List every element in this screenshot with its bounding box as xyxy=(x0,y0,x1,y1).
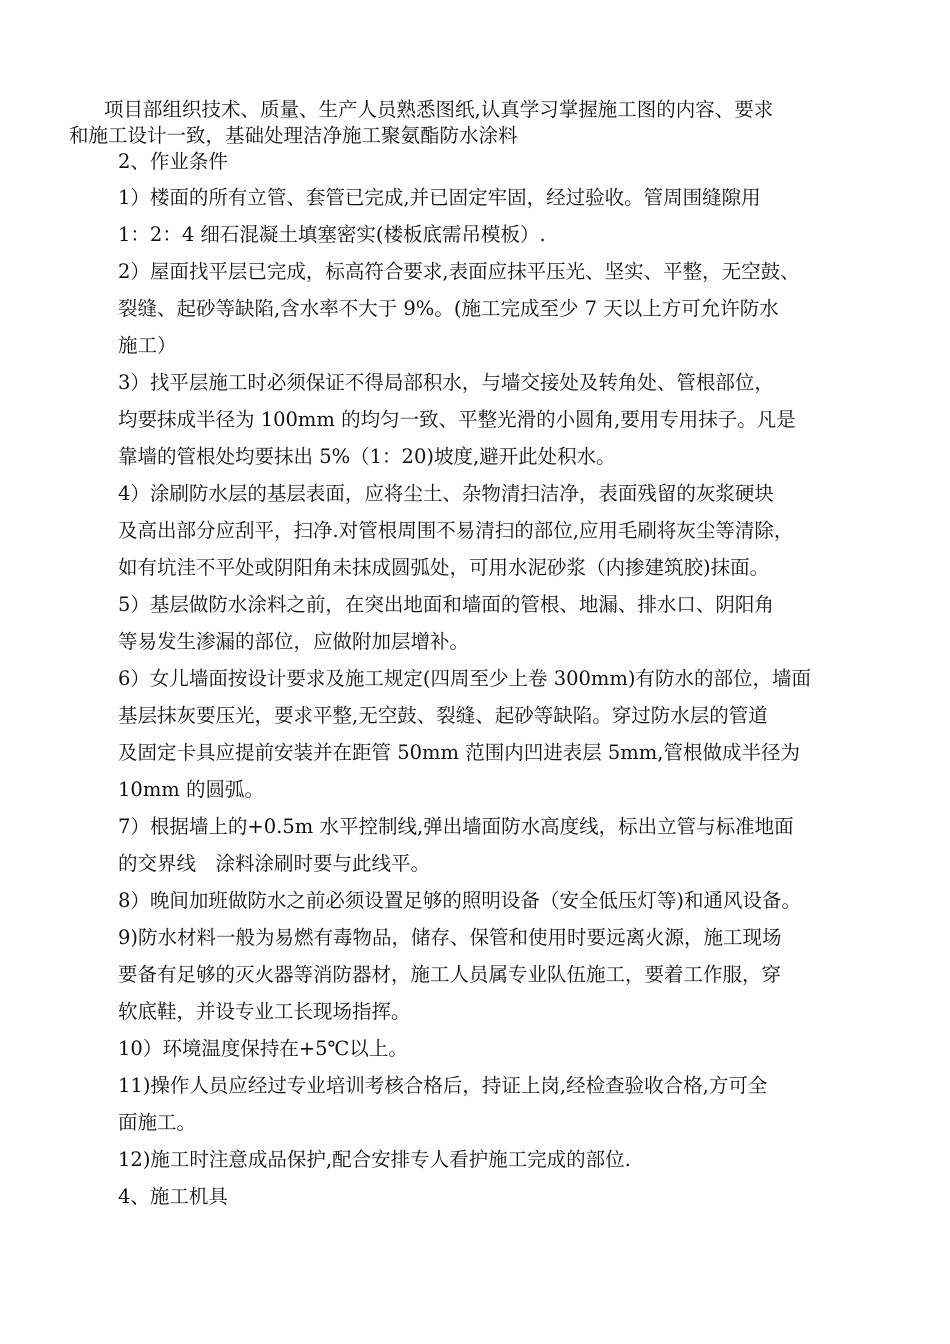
body-line: 12)施工时注意成品保护,配合安排专人看护施工完成的部位. xyxy=(118,1148,631,1171)
intro-line-2: 和施工设计一致，基础处理洁净施工聚氨酯防水涂料 xyxy=(69,124,518,147)
body-line: 3）找平层施工时必须保证不得局部积水，与墙交接处及转角处、管根部位， xyxy=(118,371,774,394)
section-heading-work-conditions: 2、作业条件 xyxy=(118,150,228,173)
body-line: 均要抹成半径为 100mm 的均匀一致、平整光滑的小圆角,要用专用抹子。凡是 xyxy=(118,408,796,431)
body-line: 裂缝、起砂等缺陷,含水率不大于 9%。(施工完成至少 7 天以上方可允许防水 xyxy=(118,297,779,320)
body-line: 10mm 的圆弧。 xyxy=(118,778,264,801)
body-line: 8）晚间加班做防水之前必须设置足够的照明设备（安全低压灯等)和通风设备。 xyxy=(118,889,802,912)
body-line: 及高出部分应刮平，扫净.对管根周围不易清扫的部位,应用毛刷将灰尘等清除， xyxy=(118,519,794,542)
body-line: 及固定卡具应提前安装并在距管 50mm 范围内凹进表层 5mm,管根做成半径为 xyxy=(118,741,800,764)
body-line: 施工） xyxy=(118,334,177,357)
body-line: 要备有足够的灭火器等消防器材，施工人员属专业队伍施工，要着工作服，穿 xyxy=(118,963,782,986)
body-line: 的交界线 涂料涂刷时要与此线平。 xyxy=(118,852,431,875)
body-line: 4）涂刷防水层的基层表面，应将尘土、杂物清扫洁净，表面残留的灰浆硬块 xyxy=(118,482,774,505)
body-line: 基层抹灰要压光，要求平整,无空鼓、裂缝、起砂等缺陷。穿过防水层的管道 xyxy=(118,704,768,727)
body-line: 10）环境温度保持在+5℃以上。 xyxy=(118,1037,408,1060)
section-heading-tools: 4、施工机具 xyxy=(118,1185,228,1208)
body-line: 7）根据墙上的+0.5m 水平控制线,弹出墙面防水高度线，标出立管与标准地面 xyxy=(118,815,794,838)
body-line: 6）女儿墙面按设计要求及施工规定(四周至少上卷 300mm)有防水的部位，墙面 xyxy=(118,667,812,690)
body-line: 9)防水材料一般为易燃有毒物品，储存、保管和使用时要远离火源，施工现场 xyxy=(118,926,782,949)
body-line: 靠墙的管根处均要抹出 5%（1：20)坡度,避开此处积水。 xyxy=(118,445,616,468)
body-line: 1：2：4 细石混凝土填塞密实(楼板底需吊模板）. xyxy=(118,223,546,246)
body-line: 面施工。 xyxy=(118,1111,197,1134)
body-line: 如有坑洼不平处或阴阳角未抹成圆弧处，可用水泥砂浆（内掺建筑胶)抹面。 xyxy=(118,556,770,579)
body-line: 1）楼面的所有立管、套管已完成,并已固定牢固，经过验收。管周围缝隙用 xyxy=(118,186,761,209)
body-line: 软底鞋，并设专业工长现场指挥。 xyxy=(118,1000,411,1023)
body-line: 11)操作人员应经过专业培训考核合格后，持证上岗,经检查验收合格,方可全 xyxy=(118,1074,768,1097)
body-line: 2）屋面找平层已完成，标高符合要求,表面应抹平压光、坚实、平整，无空鼓、 xyxy=(118,260,800,283)
body-line: 等易发生渗漏的部位，应做附加层增补。 xyxy=(118,630,470,653)
body-line: 5）基层做防水涂料之前，在突出地面和墙面的管根、地漏、排水口、阴阳角 xyxy=(118,593,774,616)
intro-line-1: 项目部组织技术、质量、生产人员熟悉图纸,认真学习掌握施工图的内容、要求 xyxy=(104,98,774,121)
